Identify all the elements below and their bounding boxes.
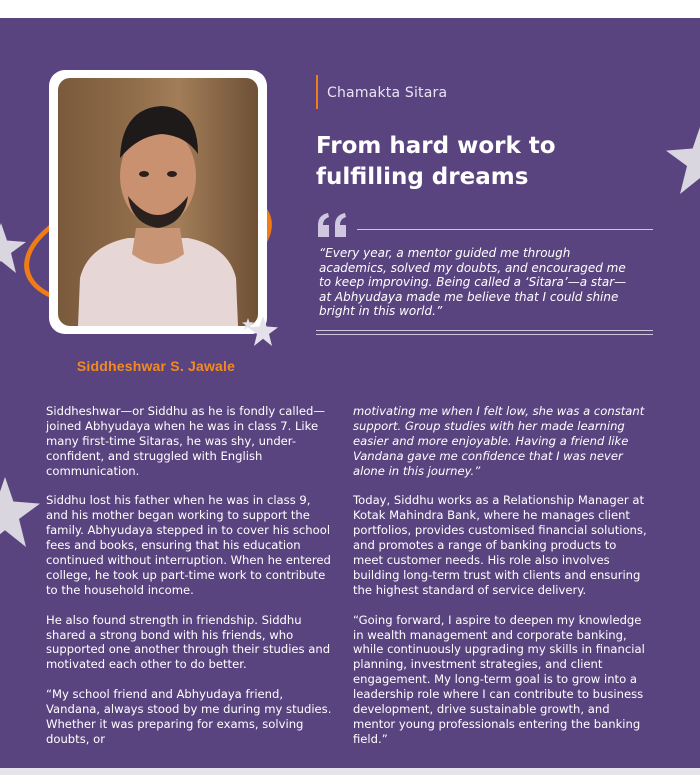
section-label: Chamakta Sitara: [327, 85, 448, 101]
story-paragraph-italic: motivating me when I felt low, she was a constant support. Group studies with her made learning easier and more enjoyable. Having a friend like Vandana gave me confidence that I was never alone in this journey.”: [353, 404, 645, 478]
person-name: Siddheshwar S. Jawale: [76, 358, 236, 374]
story-column-right: [353, 404, 647, 762]
story-paragraph: Today, Siddhu works as a Relationship Manager at Kotak Mahindra Bank, where he manages client portfolios, provides customised financial solutions, and promotes a range of banking products to meet customer needs. His role also involves building long-term trust with clients and ensuring the highest standard of service delivery.: [353, 493, 647, 597]
star-icon: [666, 124, 700, 194]
story-column-left: [46, 404, 334, 762]
page-top-margin: [0, 0, 700, 18]
quote-bottom-rule: [316, 330, 653, 331]
star-icon: [0, 474, 40, 550]
page-bottom-margin: [0, 768, 700, 775]
quote-mark-icon: [316, 213, 350, 239]
quote-top-rule: [357, 229, 653, 230]
story-paragraph: “Going forward, I aspire to deepen my knowledge in wealth management and corporate banking, while continuously upgrading my skills in financial planning, investment strategies, and client engagement. My long-term goal is to grow into a leadership role where I can contribute to business development, drive sustainable growth, and mentor young professionals entering the banking field.”: [353, 612, 645, 746]
story-panel: [0, 18, 700, 768]
story-paragraph: He also found strength in friendship. Siddhu shared a strong bond with his friends, who supported one another through their studies and motivated each other to do better.: [46, 612, 331, 672]
featured-quote: “Every year, a mentor guided me through academics, solved my doubts, and encouraged me to keep improving. Being called a ‘Sitara’—a star—at Abhyudaya made me believe that I could shine bright in this world.”: [319, 246, 627, 319]
sparkle-small-icon: [242, 318, 254, 330]
story-paragraph: Siddhu lost his father when he was in class 9, and his mother began working to support the family. Abhyudaya stepped in to cover his school fees and books, ensuring that his education continued without interruption. When he entered college, he took up part-time work to contribute to the household income.: [46, 493, 331, 597]
orbit-cover: [49, 70, 267, 270]
quote-bottom-rule: [316, 334, 653, 335]
story-paragraph: “My school friend and Abhyudaya friend, Vandana, always stood by me during my studies. Whether it was preparing for exams, solving doubts, or: [46, 687, 332, 746]
page-title: From hard work to fulfilling dreams: [316, 133, 556, 190]
story-paragraph: Siddheshwar—or Siddhu as he is fondly called—joined Abhyudaya when he was in class 7. Like many first-time Sitaras, he was shy, under-confident, and struggled with English communication.: [46, 404, 325, 478]
star-icon: [0, 220, 26, 276]
section-accent-bar: [316, 75, 318, 109]
